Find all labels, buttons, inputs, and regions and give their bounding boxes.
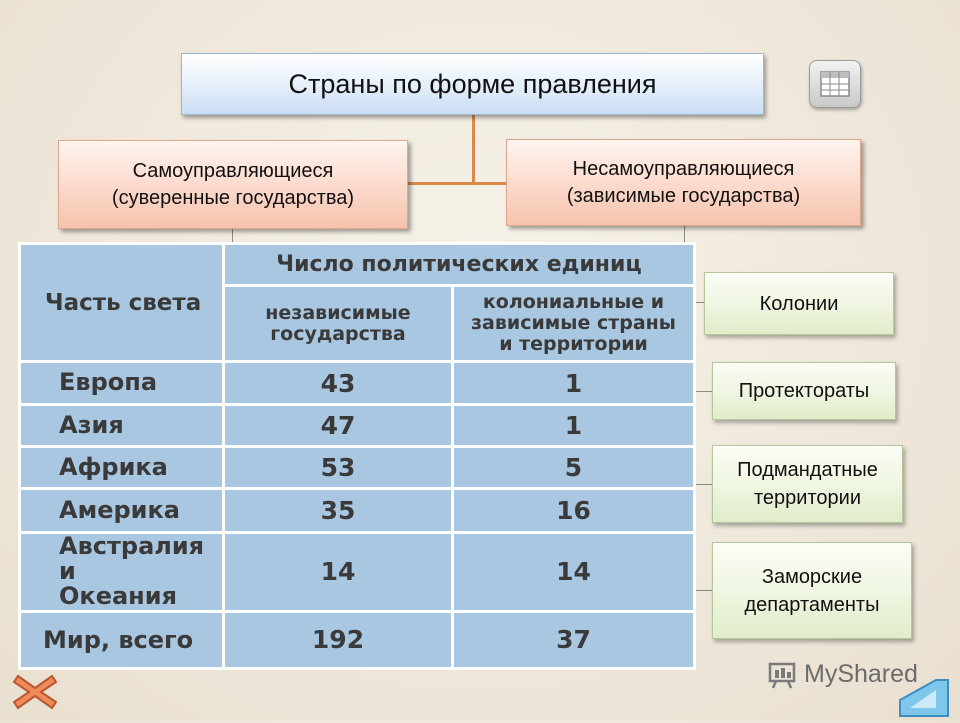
table-row	[20, 405, 695, 447]
row-independent: 53	[224, 447, 453, 489]
row-dependent: 1	[453, 405, 695, 447]
row-independent: 35	[224, 489, 453, 533]
political-units-header: Число политических единиц	[224, 244, 695, 286]
row-independent: 14	[224, 533, 453, 612]
row-dependent: 14	[453, 533, 695, 612]
connector-right-branch-down	[684, 226, 685, 242]
row-part: Европа	[20, 362, 224, 405]
connector-right-horizontal	[474, 182, 506, 185]
independent-header-line1: независимые	[265, 301, 411, 324]
row-part: Америка	[20, 489, 224, 533]
row-part: Азия	[20, 405, 224, 447]
overseas-departments-node	[712, 542, 912, 639]
connector-left-horizontal	[408, 182, 474, 185]
table-row	[20, 489, 695, 533]
root-node	[181, 53, 764, 115]
independent-header	[224, 286, 453, 362]
colonies-label: Колонии	[759, 292, 839, 315]
overseas-line2: департаменты	[744, 593, 880, 616]
part-of-world-header: Часть света	[20, 244, 224, 362]
colonies-node	[704, 272, 894, 335]
row-part-line2: Океания	[59, 582, 177, 611]
dependent-subtitle: (зависимые государства)	[566, 184, 801, 207]
dependent-title: Несамоуправляющиеся	[572, 157, 795, 180]
sovereign-states-node	[58, 140, 408, 229]
total-part: Мир, всего	[20, 611, 224, 668]
root-title: Страны по форме правления	[288, 68, 657, 99]
back-button[interactable]	[896, 678, 952, 718]
sovereign-subtitle: (суверенные государства)	[111, 186, 355, 209]
total-dependent: 37	[453, 611, 695, 668]
table-row	[20, 533, 695, 612]
sovereign-title: Самоуправляющиеся	[132, 159, 334, 182]
overseas-line1: Заморские	[761, 565, 863, 588]
row-dependent: 1	[453, 362, 695, 405]
row-independent: 43	[224, 362, 453, 405]
close-button[interactable]	[8, 668, 62, 716]
political-units-table	[18, 242, 696, 670]
mandated-territories-node	[712, 445, 903, 523]
dependent-header-line1: колониальные и	[482, 291, 665, 314]
connector-root-down	[472, 115, 475, 185]
table-row-total	[20, 611, 695, 668]
table-icon[interactable]	[809, 60, 861, 108]
dependent-header-line3: и территории	[499, 332, 648, 355]
back-arrow-icon	[896, 678, 952, 718]
table-icon-graphic	[810, 61, 860, 107]
dependent-states-node	[506, 139, 861, 226]
row-dependent: 5	[453, 447, 695, 489]
dependent-header	[453, 286, 695, 362]
independent-header-line2: государства	[270, 322, 406, 345]
mandated-line1: Подмандатные	[737, 459, 878, 481]
table-row	[20, 362, 695, 405]
mandated-line2: территории	[753, 487, 861, 509]
connector-left-branch-down	[232, 229, 233, 243]
protectorates-label: Протектораты	[738, 380, 870, 402]
row-independent: 47	[224, 405, 453, 447]
close-icon	[8, 668, 62, 716]
row-part-line1: Австралия и	[59, 532, 205, 586]
protectorates-node	[712, 362, 896, 420]
dependent-header-line2: зависимые страны	[471, 312, 676, 335]
political-units-table-panel	[18, 242, 693, 657]
logo-text: MyShared	[804, 659, 918, 688]
row-dependent: 16	[453, 489, 695, 533]
row-part: Африка	[20, 447, 224, 489]
total-independent: 192	[224, 611, 453, 668]
table-row	[20, 447, 695, 489]
row-part	[20, 533, 224, 612]
myshared-logo-icon	[766, 658, 798, 690]
